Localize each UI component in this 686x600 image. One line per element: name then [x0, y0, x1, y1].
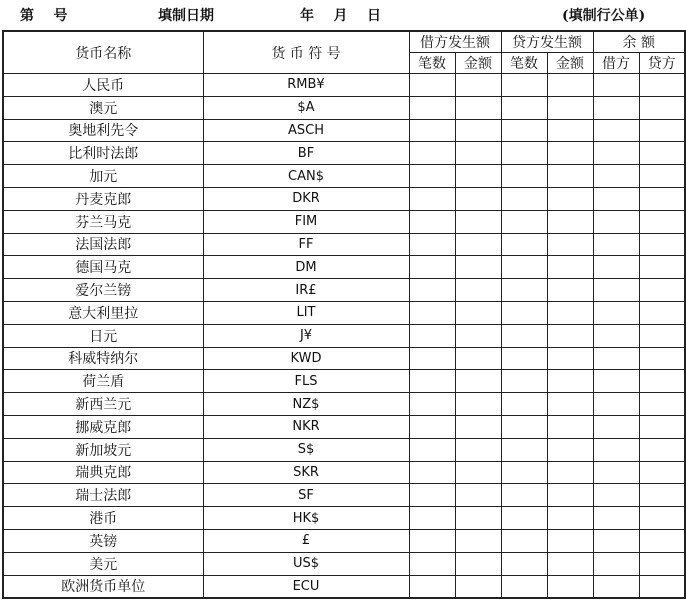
currency-name-header: 货币名称 [3, 31, 203, 74]
currency-symbol-cell: FLS [203, 370, 409, 393]
currency-name-cell: 澳元 [3, 96, 203, 119]
debit-amount-cell[interactable] [455, 74, 501, 97]
balance-credit-cell[interactable] [639, 233, 685, 256]
table-row [3, 575, 685, 598]
credit-count-cell[interactable] [501, 324, 547, 347]
currency-symbol-cell: CAN$ [203, 165, 409, 188]
balance-credit-cell[interactable] [639, 529, 685, 552]
currency-symbol-cell: ECU [203, 575, 409, 598]
form-header [0, 0, 686, 30]
credit-count-cell[interactable] [501, 256, 547, 279]
balance-debit-cell[interactable] [593, 415, 639, 438]
currency-name-cell: 奥地利先令 [3, 119, 203, 142]
debit-count-cell[interactable] [409, 415, 455, 438]
currency-name-cell: 瑞士法郎 [3, 484, 203, 507]
credit-amount-cell[interactable] [547, 256, 593, 279]
debit-amount-cell[interactable] [455, 165, 501, 188]
balance-credit-cell[interactable] [639, 438, 685, 461]
balance-debit-header: 借方 [593, 53, 639, 74]
credit-count-cell[interactable] [501, 187, 547, 210]
credit-count-cell[interactable] [501, 575, 547, 598]
debit-count-cell[interactable] [409, 324, 455, 347]
balance-credit-cell[interactable] [639, 393, 685, 416]
currency-name-cell: 新西兰元 [3, 393, 203, 416]
credit-amount-cell[interactable] [547, 484, 593, 507]
debit-count-cell[interactable] [409, 233, 455, 256]
balance-debit-cell[interactable] [593, 370, 639, 393]
currency-symbol-cell: £ [203, 529, 409, 552]
credit-count-cell[interactable] [501, 142, 547, 165]
debit-amount-cell[interactable] [455, 575, 501, 598]
currency-name-cell: 人民币 [3, 74, 203, 97]
credit-count-cell[interactable] [501, 529, 547, 552]
debit-count-cell[interactable] [409, 438, 455, 461]
currency-symbol-cell: ASCH [203, 119, 409, 142]
credit-amount-cell[interactable] [547, 187, 593, 210]
table-row [3, 461, 685, 484]
credit-amount-cell[interactable] [547, 507, 593, 530]
credit-count-cell[interactable] [501, 484, 547, 507]
currency-name-cell: 挪威克郎 [3, 415, 203, 438]
credit-amount-cell[interactable] [547, 210, 593, 233]
credit-count-cell[interactable] [501, 347, 547, 370]
debit-amount-cell[interactable] [455, 415, 501, 438]
currency-name-cell: 英镑 [3, 529, 203, 552]
table-row [3, 347, 685, 370]
currency-name-cell: 比利时法郎 [3, 142, 203, 165]
credit-amount-cell[interactable] [547, 461, 593, 484]
debit-count-cell[interactable] [409, 74, 455, 97]
currency-symbol-cell: DKR [203, 187, 409, 210]
balance-credit-cell[interactable] [639, 347, 685, 370]
debit-count-cell[interactable] [409, 279, 455, 302]
credit-amount-cell[interactable] [547, 575, 593, 598]
balance-credit-cell[interactable] [639, 484, 685, 507]
currency-symbol-header: 货 币 符 号 [203, 31, 409, 74]
debit-amount-cell[interactable] [455, 484, 501, 507]
table-row [3, 393, 685, 416]
debit-count-cell[interactable] [409, 347, 455, 370]
credit-amount-cell[interactable] [547, 233, 593, 256]
balance-credit-cell[interactable] [639, 119, 685, 142]
credit-count-cell[interactable] [501, 119, 547, 142]
serial-number-label: 第 号 [20, 8, 68, 24]
currency-name-cell: 欧洲货币单位 [3, 575, 203, 598]
table-row [3, 552, 685, 575]
debit-count-cell[interactable] [409, 552, 455, 575]
credit-count-cell[interactable] [501, 393, 547, 416]
balance-debit-cell[interactable] [593, 165, 639, 188]
balance-debit-cell[interactable] [593, 324, 639, 347]
credit-count-cell[interactable] [501, 165, 547, 188]
currency-symbol-cell: HK$ [203, 507, 409, 530]
credit-amount-cell[interactable] [547, 324, 593, 347]
currency-name-cell: 港币 [3, 507, 203, 530]
currency-symbol-cell: FIM [203, 210, 409, 233]
currency-symbol-cell: US$ [203, 552, 409, 575]
debit-count-cell[interactable] [409, 529, 455, 552]
credit-amount-cell[interactable] [547, 552, 593, 575]
debit-amount-cell[interactable] [455, 96, 501, 119]
currency-symbol-cell: DM [203, 256, 409, 279]
table-row [3, 484, 685, 507]
balance-credit-cell[interactable] [639, 575, 685, 598]
credit-amount-cell[interactable] [547, 142, 593, 165]
debit-amount-group-header: 借方发生额 [409, 31, 501, 53]
credit-count-cell[interactable] [501, 507, 547, 530]
credit-count-cell[interactable] [501, 415, 547, 438]
balance-credit-cell[interactable] [639, 324, 685, 347]
debit-amount-cell[interactable] [455, 438, 501, 461]
debit-count-cell[interactable] [409, 96, 455, 119]
table-row [3, 233, 685, 256]
balance-credit-cell[interactable] [639, 279, 685, 302]
balance-credit-cell[interactable] [639, 165, 685, 188]
credit-amount-cell[interactable] [547, 165, 593, 188]
balance-debit-cell[interactable] [593, 438, 639, 461]
credit-count-cell[interactable] [501, 233, 547, 256]
currency-symbol-cell: RMB¥ [203, 74, 409, 97]
credit-amount-cell[interactable] [547, 393, 593, 416]
balance-credit-cell[interactable] [639, 96, 685, 119]
credit-amount-cell[interactable] [547, 74, 593, 97]
credit-count-cell[interactable] [501, 96, 547, 119]
debit-amount-cell[interactable] [455, 529, 501, 552]
credit-amount-cell[interactable] [547, 415, 593, 438]
balance-debit-cell[interactable] [593, 142, 639, 165]
debit-count-header: 笔数 [409, 53, 455, 74]
currency-symbol-cell: KWD [203, 347, 409, 370]
debit-amount-cell[interactable] [455, 279, 501, 302]
credit-count-cell[interactable] [501, 301, 547, 324]
currency-name-cell: 加元 [3, 165, 203, 188]
debit-count-cell[interactable] [409, 119, 455, 142]
currency-name-cell: 日元 [3, 324, 203, 347]
table-row [3, 142, 685, 165]
table-row [3, 187, 685, 210]
table-row [3, 301, 685, 324]
balance-debit-cell[interactable] [593, 552, 639, 575]
currency-name-cell: 芬兰马克 [3, 210, 203, 233]
table-row [3, 119, 685, 142]
credit-amount-cell[interactable] [547, 301, 593, 324]
credit-amount-cell[interactable] [547, 529, 593, 552]
debit-count-cell[interactable] [409, 370, 455, 393]
table-row [3, 165, 685, 188]
debit-amount-cell[interactable] [455, 370, 501, 393]
credit-amount-cell[interactable] [547, 347, 593, 370]
table-row [3, 415, 685, 438]
debit-amount-cell[interactable] [455, 210, 501, 233]
currency-name-cell: 美元 [3, 552, 203, 575]
debit-amount-cell[interactable] [455, 142, 501, 165]
table-row [3, 96, 685, 119]
currency-name-cell: 瑞典克郎 [3, 461, 203, 484]
currency-symbol-cell: IR£ [203, 279, 409, 302]
currency-name-cell: 新加坡元 [3, 438, 203, 461]
balance-group-header: 余 额 [593, 31, 685, 53]
currency-symbol-cell: FF [203, 233, 409, 256]
debit-amount-cell[interactable] [455, 119, 501, 142]
table-row [3, 370, 685, 393]
balance-credit-cell[interactable] [639, 187, 685, 210]
debit-count-cell[interactable] [409, 461, 455, 484]
currency-symbol-cell: LIT [203, 301, 409, 324]
currency-name-cell: 科威特纳尔 [3, 347, 203, 370]
credit-count-cell[interactable] [501, 461, 547, 484]
balance-debit-cell[interactable] [593, 484, 639, 507]
credit-count-cell[interactable] [501, 370, 547, 393]
currency-symbol-cell: J¥ [203, 324, 409, 347]
table-row [3, 324, 685, 347]
debit-count-cell[interactable] [409, 393, 455, 416]
balance-debit-cell[interactable] [593, 529, 639, 552]
debit-count-cell[interactable] [409, 142, 455, 165]
debit-amount-cell[interactable] [455, 233, 501, 256]
debit-count-cell[interactable] [409, 301, 455, 324]
debit-amount-header: 金额 [455, 53, 501, 74]
balance-debit-cell[interactable] [593, 233, 639, 256]
credit-amount-cell[interactable] [547, 119, 593, 142]
credit-count-cell[interactable] [501, 552, 547, 575]
debit-count-cell[interactable] [409, 165, 455, 188]
balance-credit-cell[interactable] [639, 210, 685, 233]
balance-credit-cell[interactable] [639, 415, 685, 438]
debit-count-cell[interactable] [409, 187, 455, 210]
currency-name-cell: 丹麦克郎 [3, 187, 203, 210]
balance-debit-cell[interactable] [593, 187, 639, 210]
table-row [3, 529, 685, 552]
credit-count-cell[interactable] [501, 438, 547, 461]
debit-count-cell[interactable] [409, 484, 455, 507]
debit-count-cell[interactable] [409, 256, 455, 279]
credit-amount-cell[interactable] [547, 370, 593, 393]
balance-credit-cell[interactable] [639, 74, 685, 97]
credit-amount-header: 金额 [547, 53, 593, 74]
table-row [3, 279, 685, 302]
debit-amount-cell[interactable] [455, 256, 501, 279]
table-row [3, 210, 685, 233]
balance-debit-cell[interactable] [593, 256, 639, 279]
balance-credit-cell[interactable] [639, 301, 685, 324]
balance-credit-cell[interactable] [639, 256, 685, 279]
debit-amount-cell[interactable] [455, 301, 501, 324]
credit-amount-cell[interactable] [547, 279, 593, 302]
currency-name-cell: 意大利里拉 [3, 301, 203, 324]
debit-amount-cell[interactable] [455, 347, 501, 370]
currency-symbol-cell: $A [203, 96, 409, 119]
table-row [3, 256, 685, 279]
currency-symbol-cell: NKR [203, 415, 409, 438]
currency-name-cell: 法国法郎 [3, 233, 203, 256]
table-row [3, 438, 685, 461]
balance-credit-cell[interactable] [639, 461, 685, 484]
currency-symbol-cell: S$ [203, 438, 409, 461]
year-month-day-label: 年 月 日 [300, 8, 381, 24]
balance-debit-cell[interactable] [593, 301, 639, 324]
balance-credit-header: 贷方 [639, 53, 685, 74]
debit-amount-cell[interactable] [455, 507, 501, 530]
fill-date-label: 填制日期 [158, 8, 214, 24]
currency-symbol-cell: NZ$ [203, 393, 409, 416]
balance-credit-cell[interactable] [639, 507, 685, 530]
currency-name-cell: 爱尔兰镑 [3, 279, 203, 302]
currency-name-cell: 荷兰盾 [3, 370, 203, 393]
currency-ledger-table [2, 30, 686, 599]
debit-amount-cell[interactable] [455, 461, 501, 484]
debit-count-cell[interactable] [409, 507, 455, 530]
credit-amount-cell[interactable] [547, 438, 593, 461]
credit-count-header: 笔数 [501, 53, 547, 74]
balance-debit-cell[interactable] [593, 74, 639, 97]
credit-count-cell[interactable] [501, 279, 547, 302]
debit-count-cell[interactable] [409, 210, 455, 233]
issuer-note: (填制行公单) [562, 8, 646, 24]
balance-debit-cell[interactable] [593, 575, 639, 598]
table-row [3, 74, 685, 97]
debit-amount-cell[interactable] [455, 324, 501, 347]
credit-count-cell[interactable] [501, 210, 547, 233]
balance-credit-cell[interactable] [639, 370, 685, 393]
debit-amount-cell[interactable] [455, 552, 501, 575]
balance-debit-cell[interactable] [593, 119, 639, 142]
credit-amount-group-header: 贷方发生额 [501, 31, 593, 53]
credit-count-cell[interactable] [501, 74, 547, 97]
debit-amount-cell[interactable] [455, 393, 501, 416]
table-row [3, 507, 685, 530]
balance-debit-cell[interactable] [593, 347, 639, 370]
credit-amount-cell[interactable] [547, 96, 593, 119]
currency-symbol-cell: BF [203, 142, 409, 165]
balance-debit-cell[interactable] [593, 96, 639, 119]
balance-credit-cell[interactable] [639, 552, 685, 575]
debit-amount-cell[interactable] [455, 187, 501, 210]
balance-debit-cell[interactable] [593, 393, 639, 416]
balance-debit-cell[interactable] [593, 210, 639, 233]
balance-debit-cell[interactable] [593, 461, 639, 484]
balance-debit-cell[interactable] [593, 507, 639, 530]
currency-name-cell: 德国马克 [3, 256, 203, 279]
debit-count-cell[interactable] [409, 575, 455, 598]
currency-symbol-cell: SF [203, 484, 409, 507]
balance-credit-cell[interactable] [639, 142, 685, 165]
balance-debit-cell[interactable] [593, 279, 639, 302]
currency-symbol-cell: SKR [203, 461, 409, 484]
